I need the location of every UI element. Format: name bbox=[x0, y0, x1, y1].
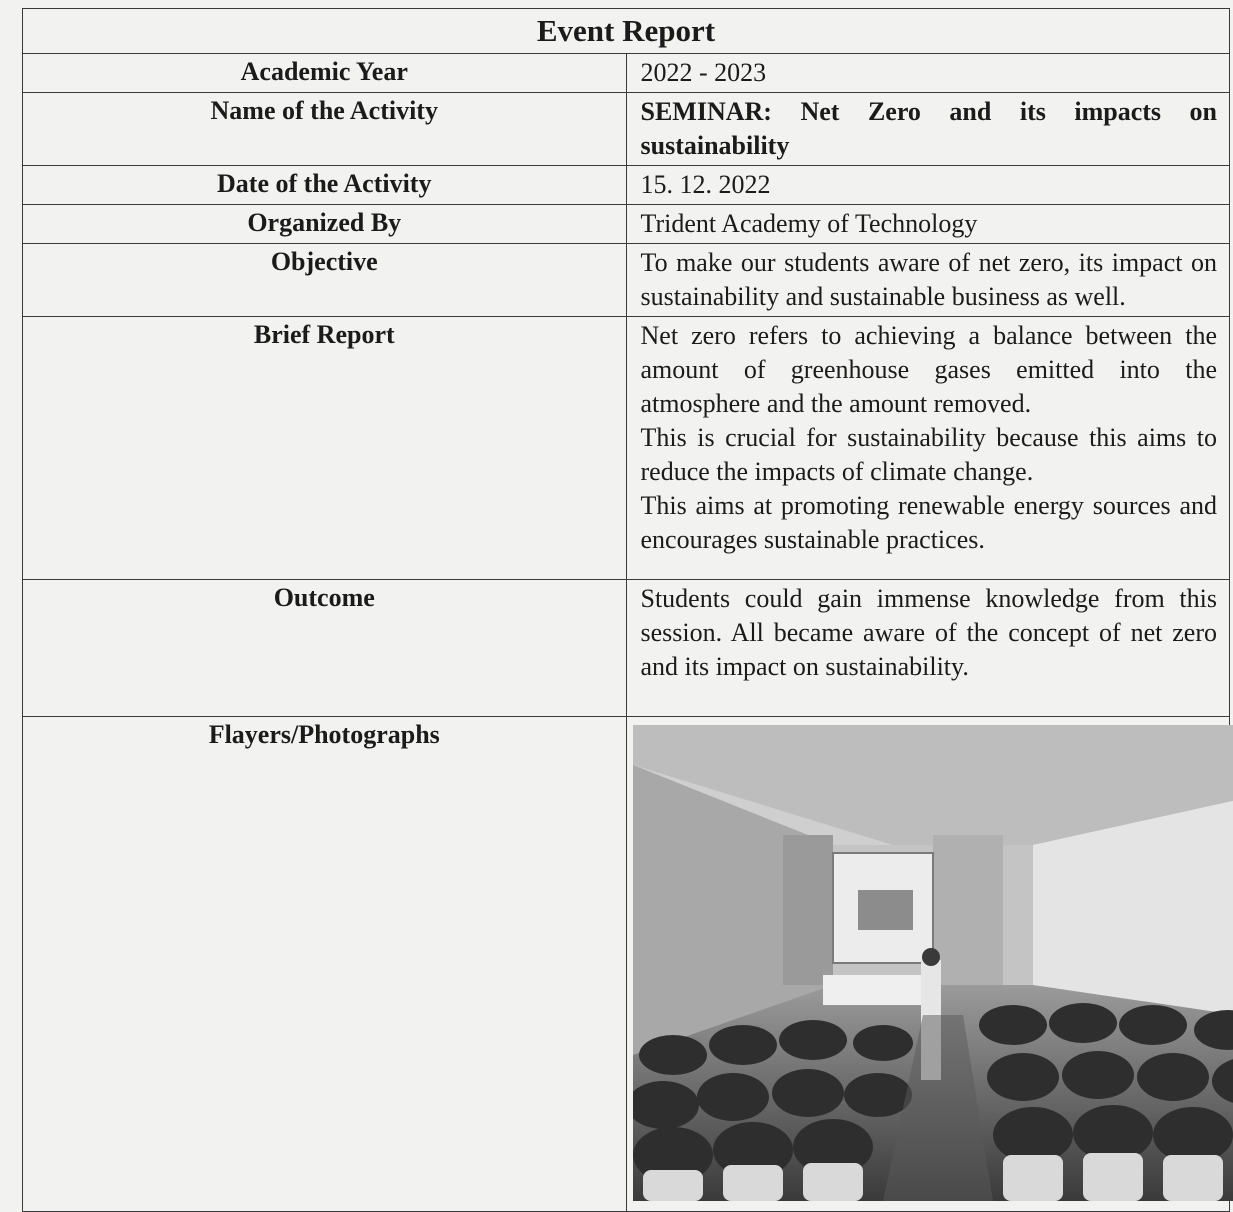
photographs-cell bbox=[626, 717, 1230, 1212]
brief-report-paragraph: This is crucial for sustainability because this aims to reduce the impacts of climate change. bbox=[641, 421, 1218, 489]
brief-report-label: Brief Report bbox=[23, 317, 627, 580]
row-photographs bbox=[23, 717, 1230, 1212]
row-academic-year bbox=[23, 54, 1230, 93]
brief-report-paragraph: This aims at promoting renewable energy sources and encourages sustainable practices. bbox=[641, 489, 1218, 557]
outcome-label: Outcome bbox=[23, 580, 627, 717]
activity-name-value: SEMINAR: Net Zero and its impacts on sustainability bbox=[626, 93, 1230, 166]
organized-by-label: Organized By bbox=[23, 205, 627, 244]
brief-report-value bbox=[626, 317, 1230, 580]
objective-value: To make our students aware of net zero, its impact on sustainability and sustainable business as well. bbox=[626, 244, 1230, 317]
activity-name-label: Name of the Activity bbox=[23, 93, 627, 166]
photographs-label: Flayers/Photographs bbox=[23, 717, 627, 1212]
activity-date-label: Date of the Activity bbox=[23, 166, 627, 205]
row-objective bbox=[23, 244, 1230, 317]
event-report-table bbox=[22, 8, 1230, 1212]
row-activity-name bbox=[23, 93, 1230, 166]
seminar-hall-image bbox=[633, 725, 1233, 1201]
brief-report-paragraph: Net zero refers to achieving a balance between the amount of greenhouse gases emitted into the atmosphere and the amount removed. bbox=[641, 319, 1218, 421]
report-title: Event Report bbox=[23, 9, 1230, 54]
academic-year-value: 2022 - 2023 bbox=[626, 54, 1230, 93]
organized-by-value: Trident Academy of Technology bbox=[626, 205, 1230, 244]
objective-label: Objective bbox=[23, 244, 627, 317]
row-brief-report bbox=[23, 317, 1230, 580]
row-activity-date bbox=[23, 166, 1230, 205]
seminar-photo bbox=[633, 725, 1233, 1201]
row-organized-by bbox=[23, 205, 1230, 244]
activity-date-value: 15. 12. 2022 bbox=[626, 166, 1230, 205]
outcome-value: Students could gain immense knowledge from this session. All became aware of the concept of net zero and its impact on sustainability. bbox=[626, 580, 1230, 717]
academic-year-label: Academic Year bbox=[23, 54, 627, 93]
row-outcome bbox=[23, 580, 1230, 717]
